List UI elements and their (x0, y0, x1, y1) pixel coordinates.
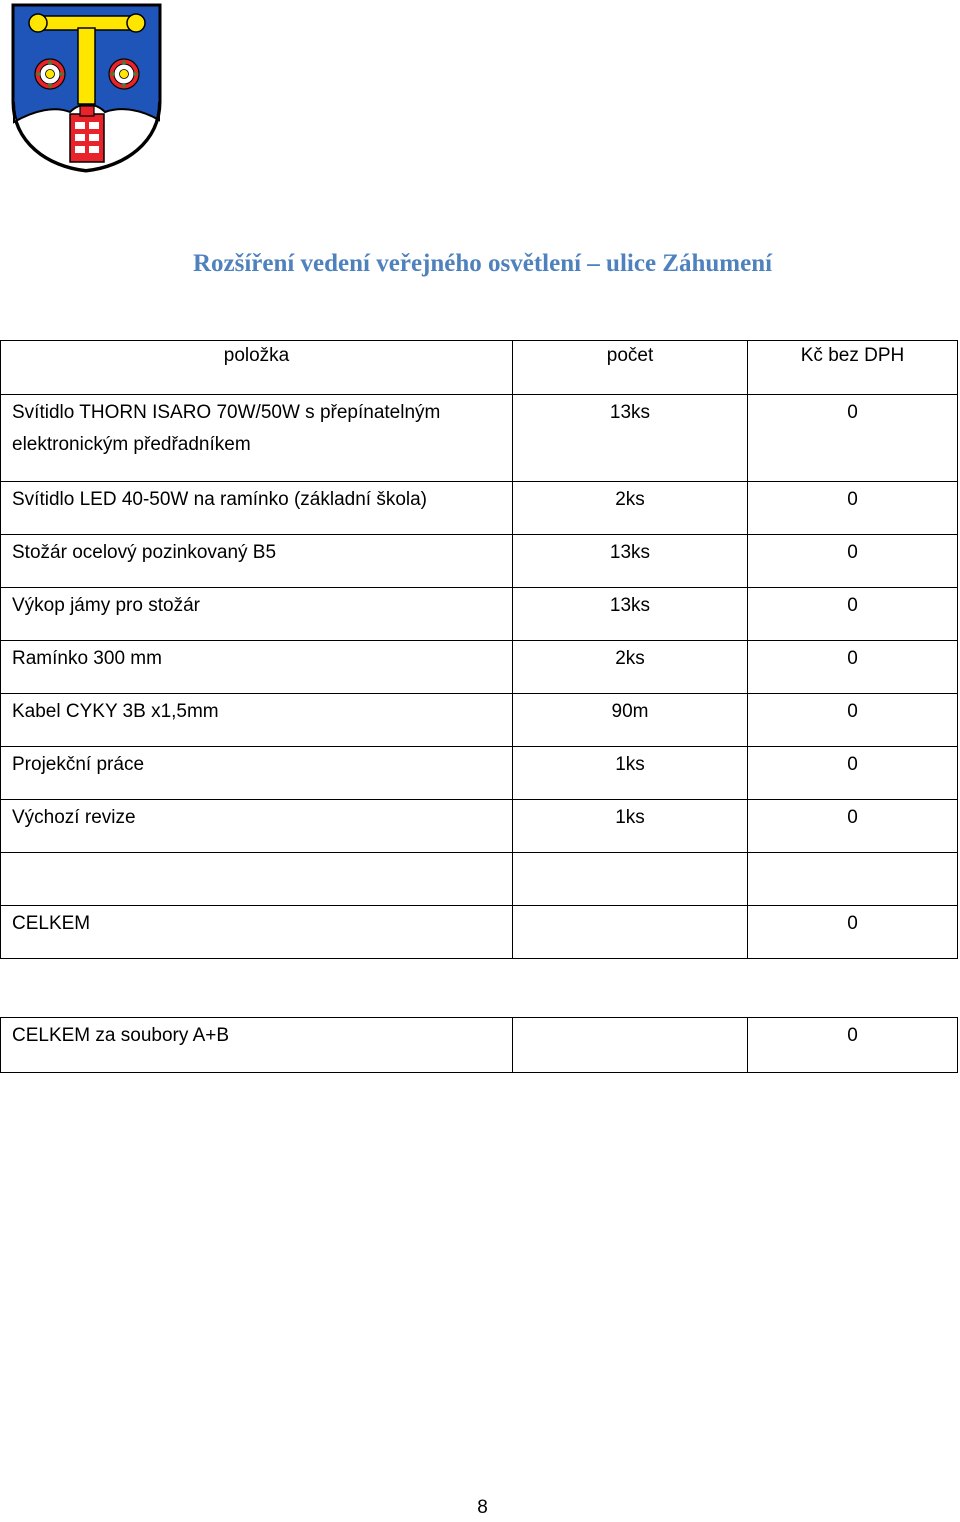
empty-cell (748, 853, 958, 906)
row-item: Svítidlo LED 40-50W na ramínko (základní škola) (1, 482, 513, 535)
total-row (1, 906, 958, 959)
page-number: 8 (477, 1497, 488, 1518)
row-item: Svítidlo THORN ISARO 70W/50W s přepínatelným elektronickým předřadníkem (1, 395, 513, 482)
row-qty: 13ks (513, 535, 748, 588)
row-qty: 1ks (513, 747, 748, 800)
total-price: 0 (748, 906, 958, 959)
empty-cell (1, 853, 513, 906)
row-price: 0 (748, 588, 958, 641)
municipal-crest-icon (10, 2, 163, 174)
row-qty: 2ks (513, 482, 748, 535)
total-label: CELKEM (1, 906, 513, 959)
row-item: Výkop jámy pro stožár (1, 588, 513, 641)
empty-row (1, 853, 958, 906)
row-item: Kabel CYKY 3B x1,5mm (1, 694, 513, 747)
grand-total-label: CELKEM za soubory A+B (1, 1018, 513, 1073)
row-item: Projekční práce (1, 747, 513, 800)
grand-total-qty (513, 1018, 748, 1073)
header-qty: počet (513, 341, 748, 395)
row-price: 0 (748, 482, 958, 535)
table-row (1, 641, 958, 694)
table-row (1, 747, 958, 800)
row-item: Výchozí revize (1, 800, 513, 853)
grand-total-row (1, 1018, 958, 1073)
row-price: 0 (748, 395, 958, 482)
total-qty (513, 906, 748, 959)
row-item: Ramínko 300 mm (1, 641, 513, 694)
table-row (1, 482, 958, 535)
table-row (1, 800, 958, 853)
table-row (1, 588, 958, 641)
row-price: 0 (748, 535, 958, 588)
row-qty: 90m (513, 694, 748, 747)
table-row (1, 694, 958, 747)
row-qty: 13ks (513, 395, 748, 482)
row-price: 0 (748, 800, 958, 853)
row-qty: 13ks (513, 588, 748, 641)
document-title: Rozšíření vedení veřejného osvětlení – ulice Záhumení (192, 250, 773, 277)
grand-total-table (0, 1017, 958, 1073)
row-qty: 2ks (513, 641, 748, 694)
row-price: 0 (748, 641, 958, 694)
grand-total-price: 0 (748, 1018, 958, 1073)
header-price: Kč bez DPH (748, 341, 958, 395)
table-row (1, 535, 958, 588)
row-price: 0 (748, 747, 958, 800)
row-price: 0 (748, 694, 958, 747)
items-table (0, 340, 958, 959)
row-item: Stožár ocelový pozinkovaný B5 (1, 535, 513, 588)
row-qty: 1ks (513, 800, 748, 853)
table-header-row (1, 341, 958, 395)
empty-cell (513, 853, 748, 906)
table-row (1, 395, 958, 482)
header-item: položka (1, 341, 513, 395)
